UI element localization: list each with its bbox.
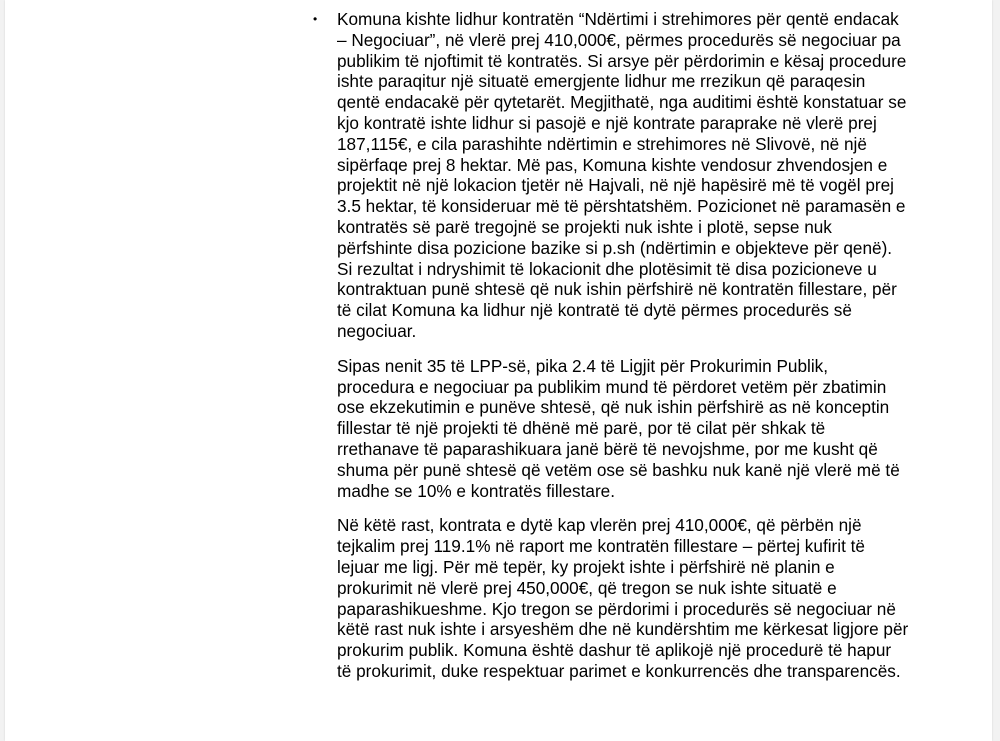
bullet-paragraph: [313, 9, 909, 342]
bullet-marker: •: [313, 12, 318, 26]
document-body: [313, 9, 909, 696]
paragraph-text: Në këtë rast, kontrata e dytë kap vlerën prej 410,000€, që përbën një tejkalim prej 119.1% në raport me kontratën fillestare – përtej kufirit të lejuar me ligj. Për më tepër, ky projekt ishte i përfshirë në planin e prokurimit në vlerë prej 450,000€, që tregon se nuk ishte situatë e paparashikueshme. Kjo tregon se përdorimi i procedurës së negociuar në këtë rast nuk ishte i arsyeshëm dhe në kundërshtim me kërkesat ligjore për prokurim publik. Komuna është dashur të aplikojë një procedurë të hapur të prokurimit, duke respektuar parimet e konkurrencës dhe transparencës.: [337, 515, 909, 681]
paragraph-text: Komuna kishte lidhur kontratën “Ndërtimi i strehimores për qentë endacak – Negociuar”, në vlerë prej 410,000€, përmes procedurës së negociuar pa publikim të njoftimit të kontratës. Si arsye për përdorimin e kësaj procedure ishte paraqitur një situatë emergjente lidhur me rrezikun që paraqesin qentë endacakë për qytetarët. Megjithatë, nga auditimi është konstatuar se kjo kontratë ishte lidhur si pasojë e një kontrate paraprake në vlerë prej 187,115€, e cila parashihte ndërtimin e strehimores në Slivovë, në një sipërfaqe prej 8 hektar. Më pas, Komuna kishte vendosur zhvendosjen e projektit në një lokacion tjetër në Hajvali, në një hapësirë më të vogël prej 3.5 hektar, të konsideruar më të përshtatshëm. Pozicionet në paramasën e kontratës së parë tregojnë se projekti nuk ishte i plotë, sepse nuk përfshinte disa pozicione bazike si p.sh (ndërtimin e objekteve për qenë). Si rezultat i ndryshimit të lokacionit dhe plotësimit të disa pozicioneve u kontraktuan punë shtesë që nuk ishin përfshirë në kontratën fillestare, për të cilat Komuna ka lidhur një kontratë të dytë përmes procedurës së negociuar.: [337, 9, 907, 341]
paragraph-text: Sipas nenit 35 të LPP-së, pika 2.4 të Ligjit për Prokurimin Publik, procedura e negociuar pa publikim mund të përdoret vetëm për zbatimin ose ekzekutimin e punëve shtesë, që nuk ishin përfshirë as në konceptin fillestar të një projekti të dhënë më parë, por të cilat për shkak të rrethanave të paparashikuara janë bërë të nevojshme, por me kusht që shuma për punë shtesë që vetëm ose së bashku nuk kanë një vlerë më të madhe se 10% e kontratës fillestare.: [337, 355, 900, 501]
paragraph: [337, 356, 909, 502]
paragraph: [337, 515, 909, 681]
document-page: [5, 0, 992, 741]
